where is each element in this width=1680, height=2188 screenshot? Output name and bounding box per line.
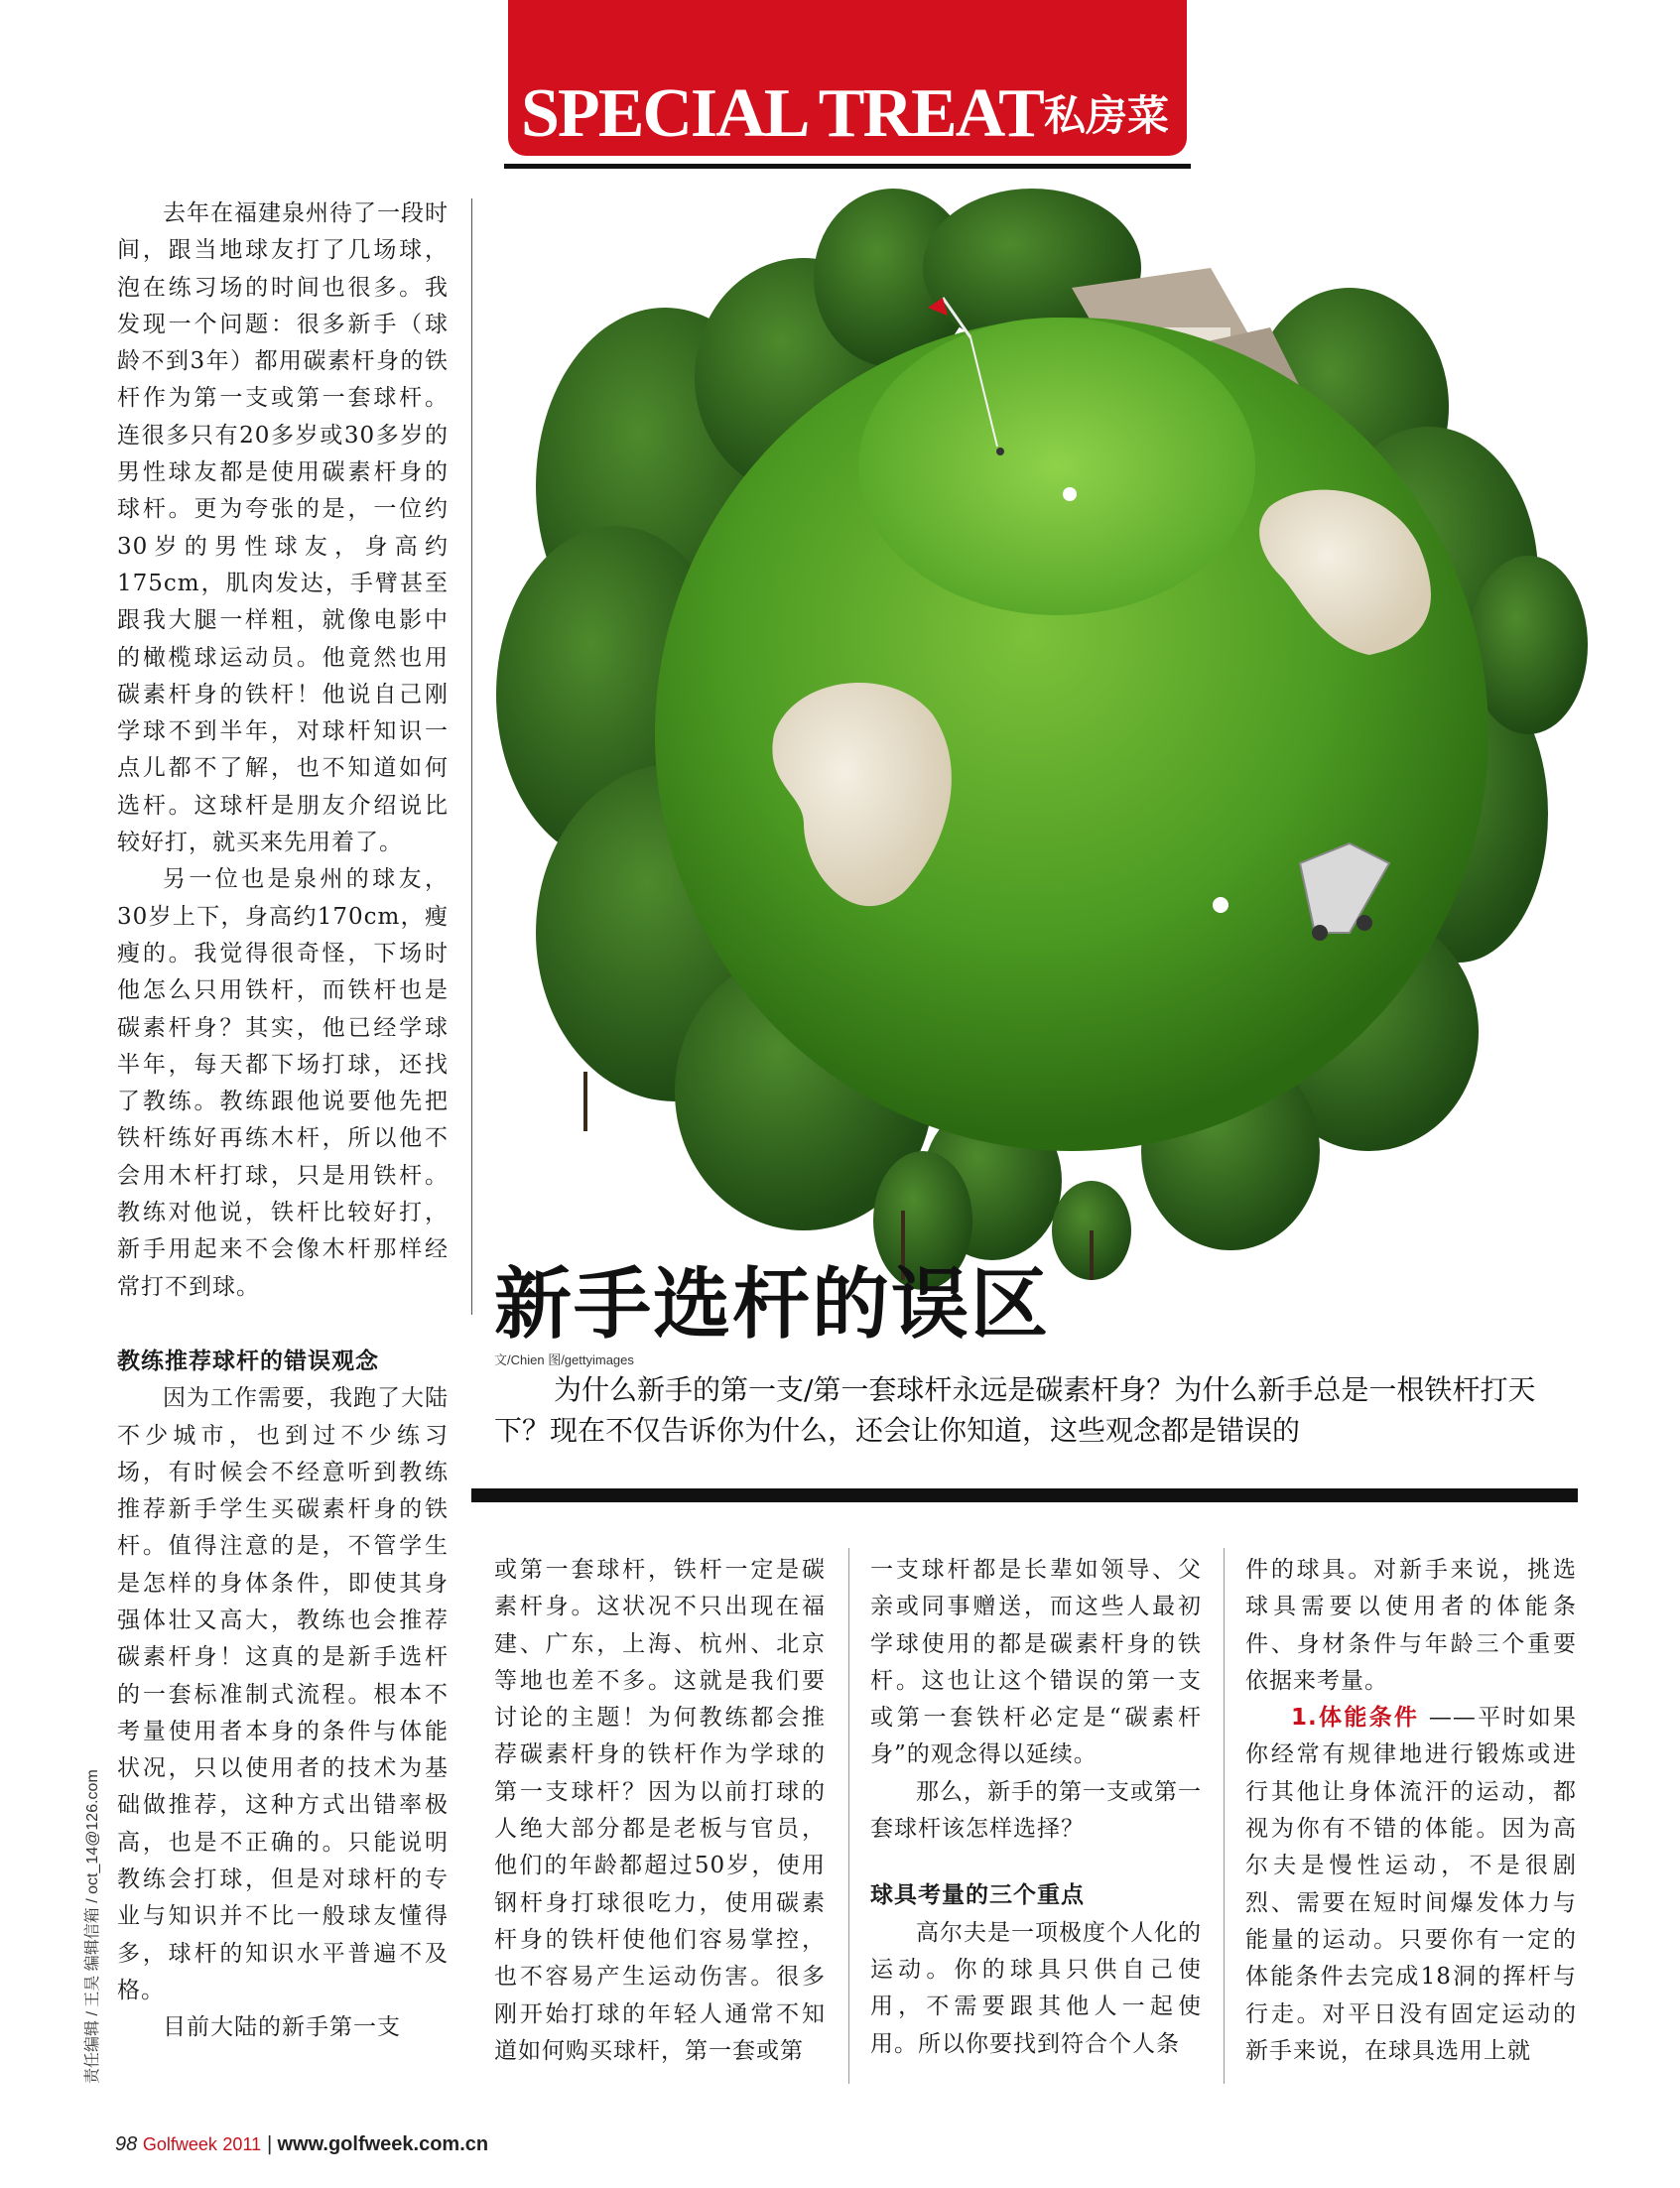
column-divider xyxy=(1224,1548,1225,2084)
paragraph-text: ——平时如果你经常有规律地进行锻炼或进行其他让身体流汗的运动，都视为你有不错的体能。因为高尔夫是慢性运动，不是很剧烈、需要在短时间爆发体力与能量的运动。只要你有一定的体能条件去完成18洞的挥杆与行走。对平日没有固定运动的新手来说，在球具选用上就 xyxy=(1245,1705,1578,2064)
page-number: 98 xyxy=(115,2133,138,2155)
subsection-label: 1.体能条件 xyxy=(1291,1705,1420,1732)
paragraph: 因为工作需要，我跑了大陆不少城市，也到过不少练习场，有时候会不经意听到教练推荐新手学生买碳素杆身的铁杆。值得注意的是，不管学生是怎样的身体条件，即使其身强体壮又高大，教练也会推荐碳素杆身！这真的是新手选杆的一套标准制式流程。根本不考量使用者本身的条件与体能状况，只以使用者的技术为基础做推荐，这种方式出错率极高，也是不正确的。只能说明教练会打球，但是对球杆的专业与知识并不比一般球友懂得多，球杆的知识水平普遍不及格。 xyxy=(117,1385,449,2003)
paragraph: 目前大陆的新手第一支 xyxy=(163,2014,401,2041)
article-credit: 文/Chien 图/gettyimages xyxy=(494,1352,634,1367)
deck-text: 为什么新手的第一支/第一套球杆永远是碳素杆身？为什么新手总是一根铁杆打天下？现在不仅告诉你为什么，还会让你知道，这些观念都是错误的 xyxy=(494,1373,1536,1447)
putting-green xyxy=(858,318,1255,615)
section-subtitle: 私房菜 xyxy=(1044,91,1170,140)
paragraph: 那么，新手的第一支或第一套球杆该怎样选择？ xyxy=(870,1778,1202,1843)
paragraph xyxy=(1245,1700,1577,2070)
golf-ball xyxy=(1213,897,1228,913)
article-headline: 新手选杆的误区 xyxy=(494,1260,1051,1350)
golf-ball xyxy=(1063,487,1077,501)
article-deck xyxy=(494,1369,1576,1451)
magazine-name: Golfweek xyxy=(142,2134,217,2154)
paragraph: 高尔夫是一项极度个人化的运动。你的球具只供自己使用，不需要跟其他人一起使用。所以你要找到符合个人条 xyxy=(870,1919,1202,2057)
page-folio xyxy=(115,2133,488,2156)
header-rule xyxy=(504,164,1191,169)
section-title: SPECIAL TREAT xyxy=(521,75,1043,152)
section-heading: 球具考量的三个重点 xyxy=(870,1882,1085,1909)
article-column-3 xyxy=(870,1552,1202,2063)
section-heading: 教练推荐球杆的错误观念 xyxy=(117,1348,379,1374)
paragraph: 另一位也是泉州的球友，30岁上下，身高约170cm，瘦瘦的。我觉得很奇怪，下场时他怎么只用铁杆，而铁杆也是碳素杆身？其实，他已经学球半年，每天都下场打球，还找了教练。教练跟他说要他先把铁杆练好再练木杆，所以他不会用木杆打球，只是用铁杆。教练对他说，铁杆比较好打，新手用起来不会像木杆那样经常打不到球。 xyxy=(117,866,449,1300)
paragraph: 件的球具。对新手来说，挑选球具需要以使用者的体能条件、身材条件与年龄三个重要依据来考量。 xyxy=(1245,1557,1577,1694)
editor-line: 责任编辑 / 王昊 编辑信箱 / oct_14@126.com xyxy=(84,1769,101,2084)
column-divider xyxy=(471,198,472,1315)
magazine-url: www.golfweek.com.cn xyxy=(277,2133,489,2155)
folio-separator: | xyxy=(266,2133,272,2155)
article-column-4 xyxy=(1245,1552,1577,2070)
article-column-2 xyxy=(494,1552,826,2070)
headline-rule xyxy=(471,1488,1578,1502)
paragraph: 去年在福建泉州待了一段时间，跟当地球友打了几场球，泡在练习场的时间也很多。我发现一个问题：很多新手（球龄不到3年）都用碳素杆身的铁杆作为第一支或第一套球杆。连很多只有20多岁或30多岁的男性球友都是使用碳素杆身的球杆。更为夸张的是，一位约30岁的男性球友，身高约175cm，肌肉发达，手臂甚至跟我大腿一样粗，就像电影中的橄榄球运动员。他竟然也用碳素杆身的铁杆！他说自己刚学球不到半年，对球杆知识一点儿都不了解，也不知道如何选杆。这球杆是朋友介绍说比较好打，就买来先用着了。 xyxy=(117,200,449,856)
column-divider xyxy=(848,1548,849,2084)
article-column-1 xyxy=(117,195,449,2047)
golf-planet-image xyxy=(476,179,1608,1300)
paragraph: 或第一套球杆，铁杆一定是碳素杆身。这状况不只出现在福建、广东，上海、杭州、北京等地也差不多。这就是我们要讨论的主题！为何教练都会推荐碳素杆身的铁杆作为学球的第一支球杆？因为以前打球的人绝大部分都是老板与官员，他们的年龄都超过50岁，使用钢杆身打球很吃力，使用碳素杆身的铁杆使他们容易掌控，也不容易产生运动伤害。很多刚开始打球的年轻人通常不知道如何购买球杆，第一套或第 xyxy=(494,1557,826,2064)
magazine-year: 2011 xyxy=(222,2134,262,2154)
paragraph: 一支球杆都是长辈如领导、父亲或同事赠送，而这些人最初学球使用的都是碳素杆身的铁杆。这也让这个错误的第一支或第一套铁杆必定是“碳素杆身”的观念得以延续。 xyxy=(870,1557,1202,1768)
